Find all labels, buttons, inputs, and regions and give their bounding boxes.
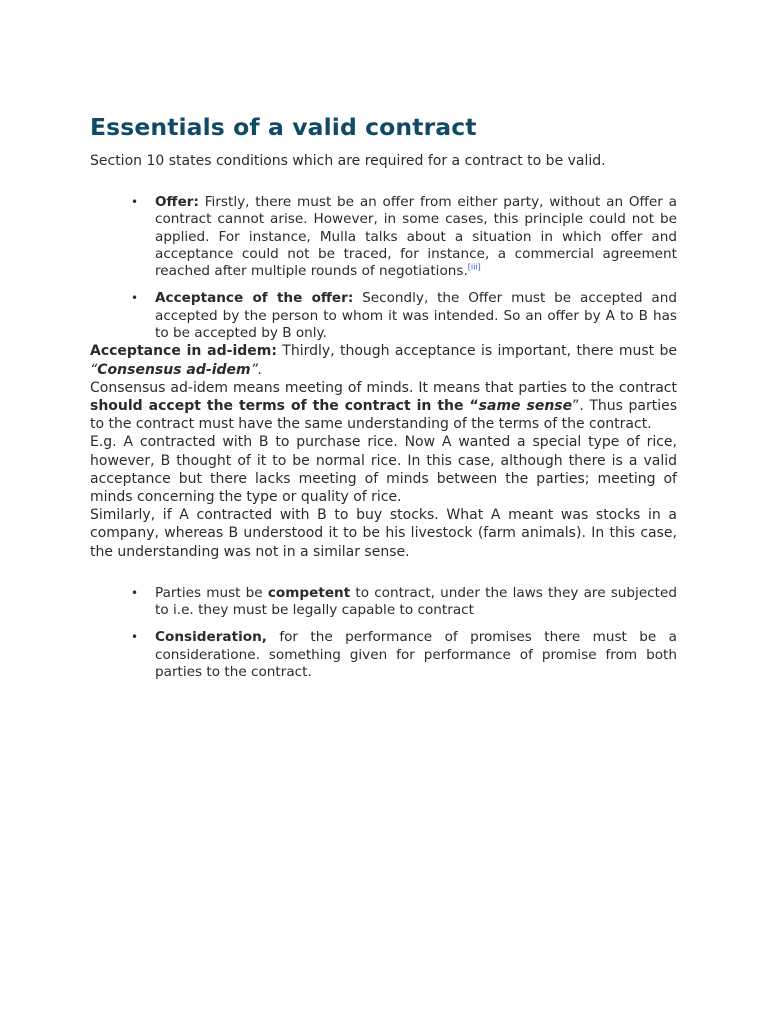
intro-paragraph: Section 10 states conditions which are required for a contract to be valid. — [90, 153, 606, 169]
bullet-icon: • — [131, 291, 139, 306]
ad-idem-quote-open: “ — [90, 361, 98, 378]
bullet-icon: • — [131, 630, 139, 645]
footnote-link[interactable]: [iii] — [467, 262, 481, 272]
item-text: Firstly, there must be an offer from either party, without an Offer a contract cannot arise. However, in some cases, this principle could not be applied. For instance, Mulla talks about a situation in which offer and acceptance could not be traced, for instance, a commercial agreement reached after multiple rounds of negotiations. — [155, 194, 677, 280]
bullet-icon: • — [131, 585, 139, 600]
list-item-competent — [90, 585, 677, 620]
item-pre-text: Parties must be — [155, 584, 268, 601]
item-text: to contract, under the laws they are subjected to i.e. they must be legally capable to contract — [155, 584, 677, 619]
list-item-acceptance — [90, 290, 677, 342]
list-item-offer — [90, 194, 677, 280]
page-title: Essentials of a valid contract — [90, 113, 477, 141]
item-heading: Acceptance of the offer: — [155, 290, 354, 307]
bullet-icon: • — [131, 195, 139, 209]
similarly-paragraph: Similarly, if A contracted with B to buy stocks. What A meant was stocks in a company, whereas B understood it to be his livestock (farm animals). In this case, the understanding was not in a similar sense. — [90, 507, 677, 560]
consensus-text-2: ”. Thus parties to the contract must have the same understanding of the terms of the contract. — [90, 397, 677, 433]
essentials-list-2 — [90, 585, 677, 681]
essentials-list — [90, 194, 677, 342]
consensus-text-1: Consensus ad-idem means meeting of minds. It means that parties to the contract — [90, 379, 677, 396]
ad-idem-heading: Acceptance in ad-idem: — [90, 343, 277, 360]
item-heading: Consideration, — [155, 629, 267, 646]
ad-idem-text: Thirdly, though acceptance is important, there must be — [276, 343, 677, 360]
item-heading: Offer: — [155, 194, 199, 210]
consensus-bold-italic: same sense — [478, 397, 573, 414]
consensus-paragraph — [90, 379, 677, 434]
ad-idem-term: Consensus ad-idem — [97, 361, 251, 378]
document-content — [90, 112, 677, 681]
item-text: Secondly, the Offer must be accepted and accepted by the person to whom it was intended. So an offer by A to B has to be accepted by B only. — [155, 290, 677, 342]
item-text: for the performance of promises there must be a consideratione. something given for performance of promise from both parties to the contract. — [155, 629, 677, 680]
ad-idem-quote-close: ”. — [250, 361, 263, 378]
item-heading: competent — [267, 584, 351, 601]
ad-idem-paragraph — [90, 342, 677, 378]
consensus-bold: should accept the terms of the contract in the “ — [90, 397, 479, 414]
list-item-consideration — [90, 629, 677, 681]
example-paragraph: E.g. A contracted with B to purchase rice. Now A wanted a special type of rice, however, B thought of it to be normal rice. In this case, although there is a valid acceptance but there lacks meeting of minds between the parties; meeting of minds concerning the type or quality of rice. — [90, 434, 677, 505]
